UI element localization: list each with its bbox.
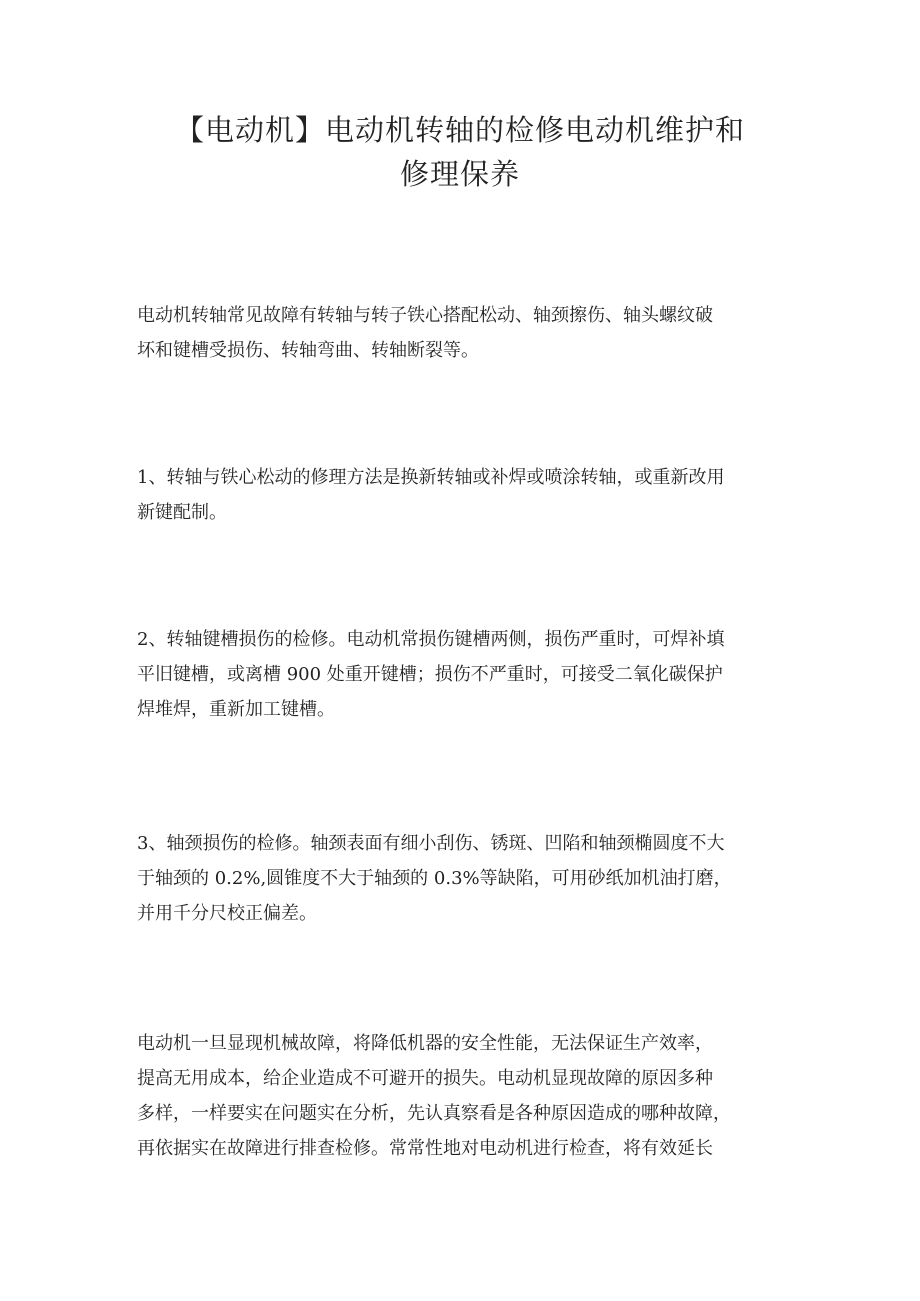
paragraph-item-2 xyxy=(137,622,793,727)
paragraph-line: 提高无用成本，给企业造成不可避开的损失。电动机显现故障的原因多种 xyxy=(137,1068,713,1089)
paragraph-line: 并用千分尺校正偏差。 xyxy=(137,903,317,924)
paragraph-line: 3、轴颈损伤的检修。轴颈表面有细小刮伤、锈斑、凹陷和轴颈椭圆度不大 xyxy=(137,833,725,854)
paragraph-line: 于轴颈的 0.2%,圆锥度不大于轴颈的 0.3%等缺陷，可用砂纸加机油打磨， xyxy=(137,868,732,889)
paragraph-line: 多样，一样要实在问题实在分析，先认真察看是各种原因造成的哪种故障， xyxy=(137,1103,731,1124)
title-line: 【电动机】电动机转轴的检修电动机维护和 xyxy=(174,113,745,147)
paragraph-line: 新键配制。 xyxy=(137,502,227,523)
paragraph-line: 焊堆焊，重新加工键槽。 xyxy=(137,699,335,720)
paragraph-line: 电动机转轴常见故障有转轴与转子铁心搭配松动、轴颈擦伤、轴头螺纹破 xyxy=(137,305,713,326)
paragraph-item-1 xyxy=(137,460,793,530)
document-title xyxy=(120,108,800,196)
paragraph-line: 1、转轴与铁心松动的修理方法是换新转轴或补焊或喷涂转轴，或重新改用 xyxy=(137,467,725,488)
paragraph-line: 2、转轴键槽损伤的检修。电动机常损伤键槽两侧，损伤严重时，可焊补填 xyxy=(137,629,725,650)
title-line: 修理保养 xyxy=(399,157,520,191)
paragraph-conclusion xyxy=(137,1026,793,1166)
paragraph-line: 坏和键槽受损伤、转轴弯曲、转轴断裂等。 xyxy=(137,340,479,361)
paragraph-line: 平旧键槽，或离槽 900 处重开键槽；损伤不严重时，可接受二氧化碳保护 xyxy=(137,664,723,685)
paragraph-item-3 xyxy=(137,826,793,931)
paragraph-intro xyxy=(137,298,793,368)
paragraph-line: 电动机一旦显现机械故障，将降低机器的安全性能，无法保证生产效率， xyxy=(137,1033,713,1054)
paragraph-line: 再依据实在故障进行排查检修。常常性地对电动机进行检查，将有效延长 xyxy=(137,1138,713,1159)
